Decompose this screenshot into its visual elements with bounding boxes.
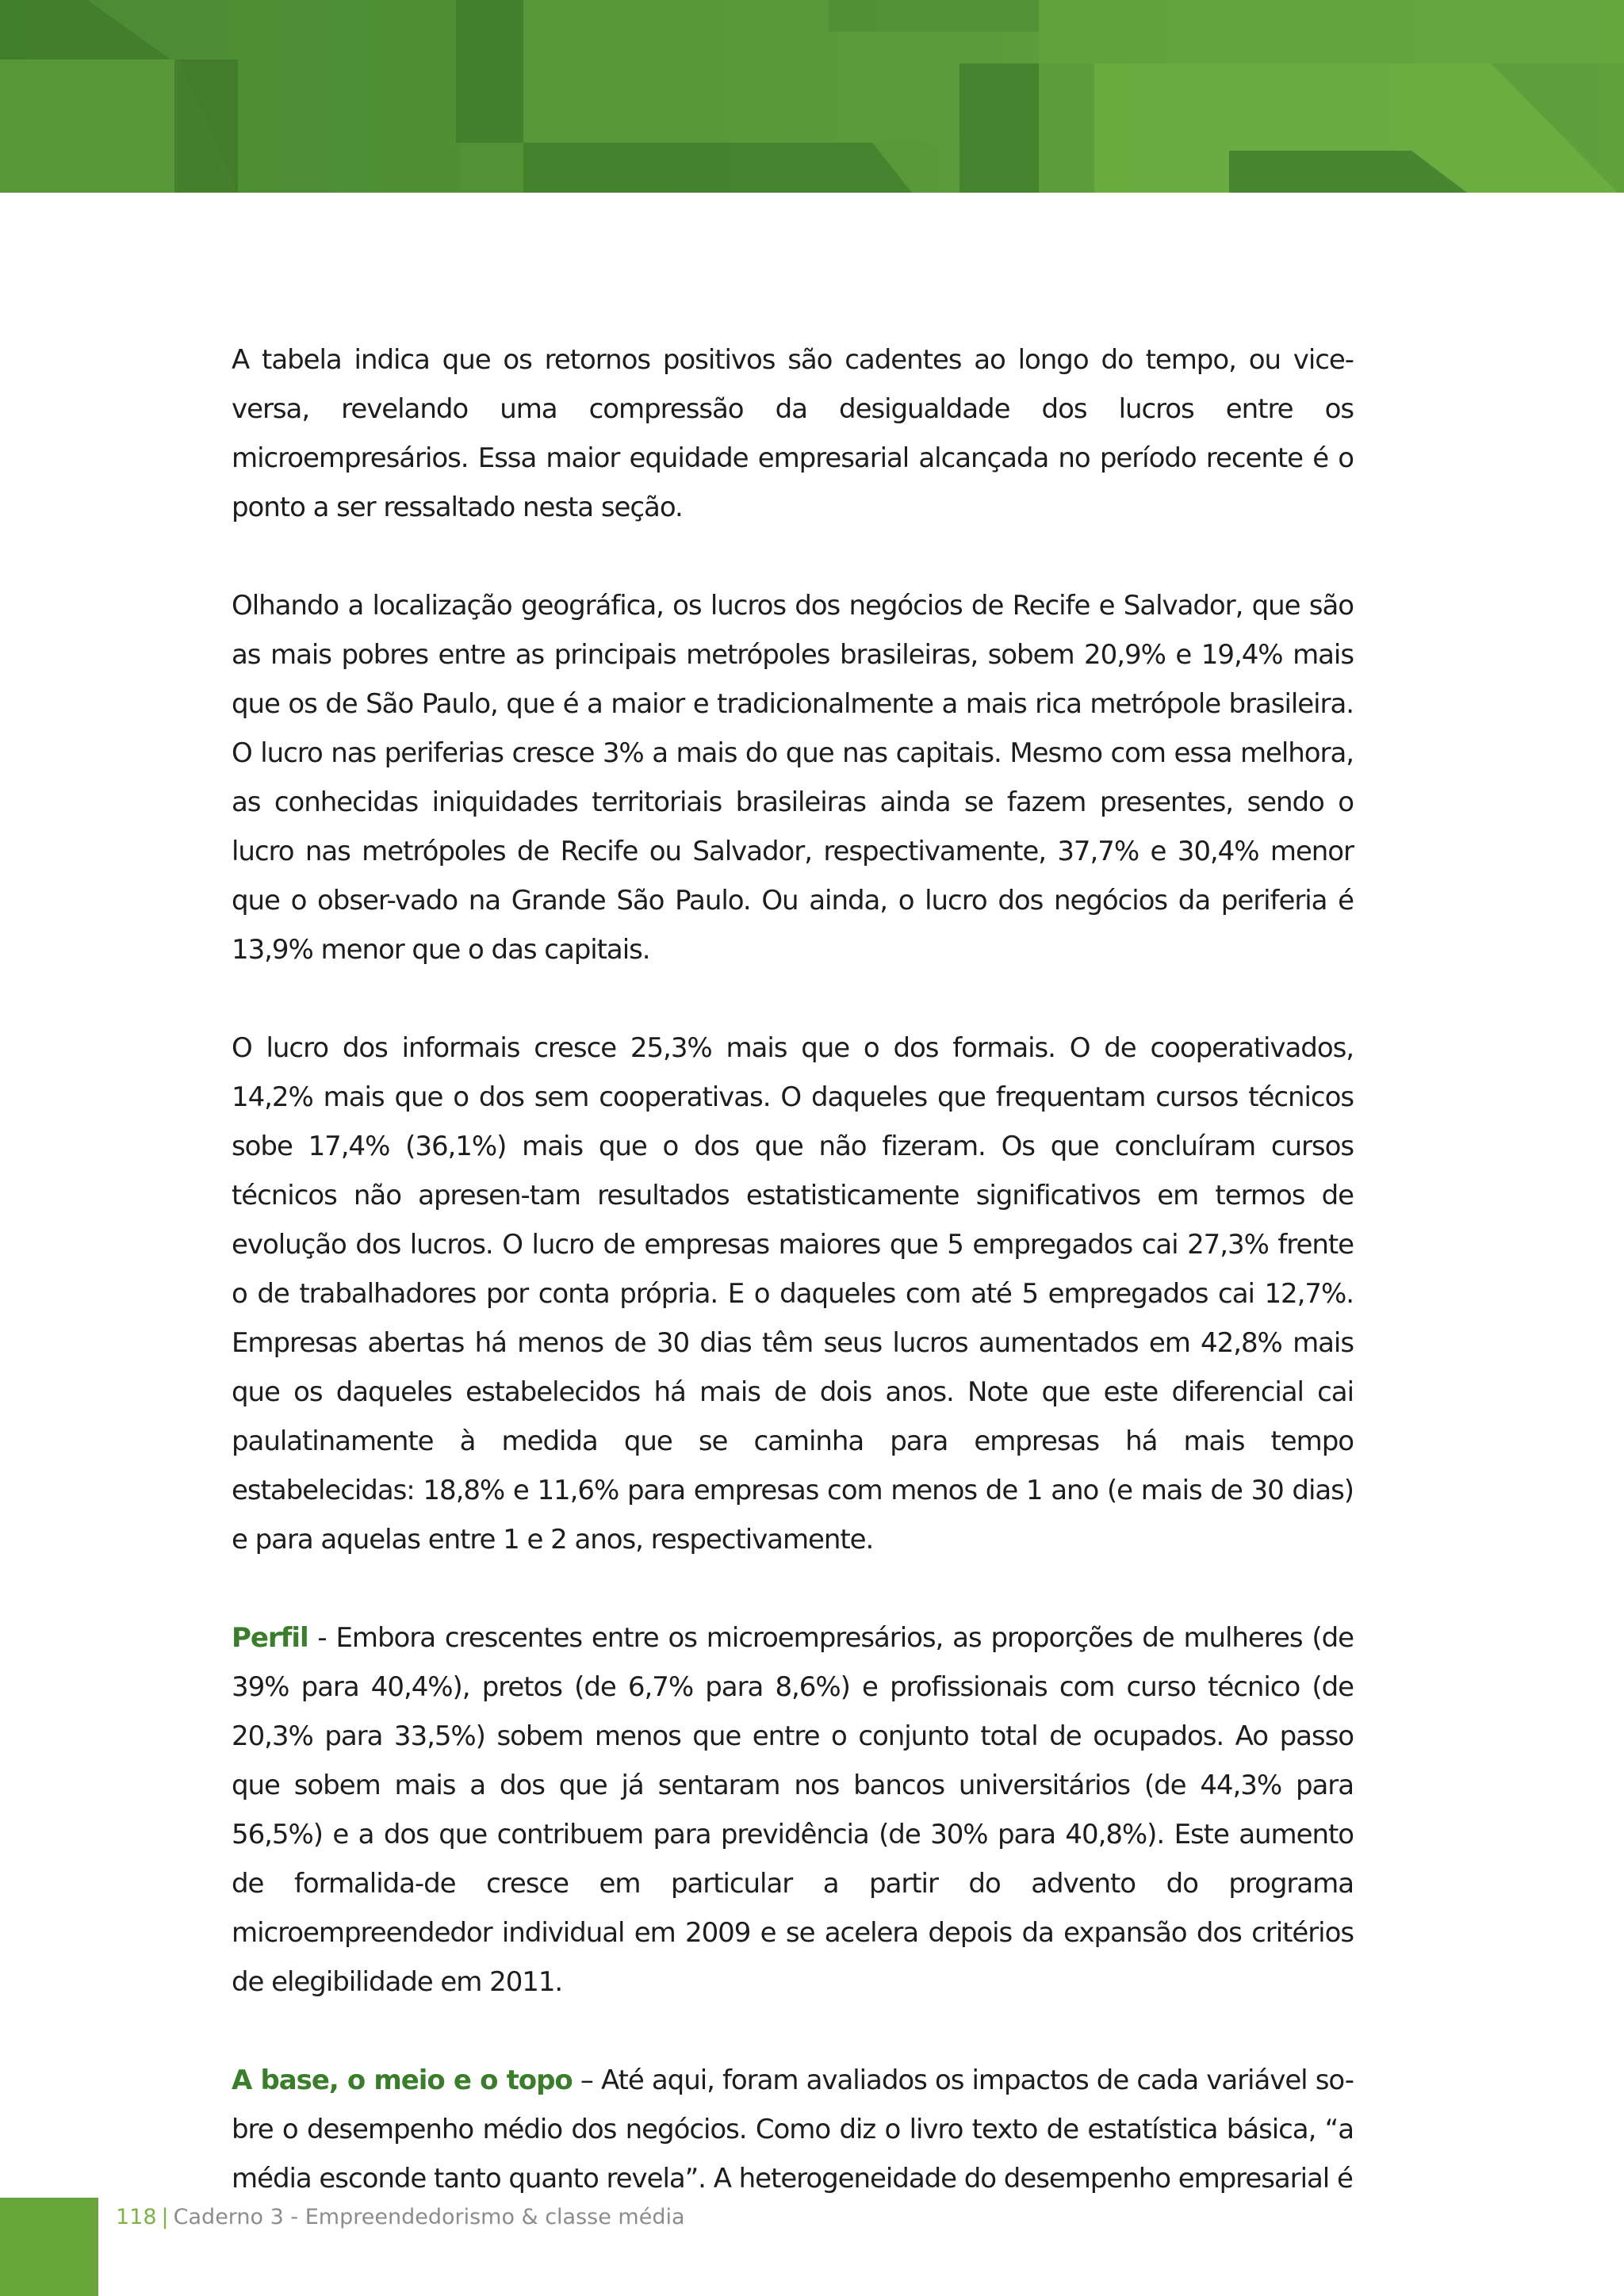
paragraph	[232, 1024, 1354, 1564]
footer	[116, 2202, 685, 2233]
paragraph	[232, 1613, 1354, 2007]
header-decorative-banner	[0, 0, 1624, 193]
paragraph	[232, 581, 1354, 974]
footer-separator: |	[161, 2205, 169, 2229]
paragraph-lead-base-meio-topo: A base, o meio e o topo	[232, 2064, 573, 2096]
paragraph	[232, 2056, 1354, 2203]
paragraph-lead-perfil: Perfil	[232, 1622, 308, 1654]
paragraph-text: O lucro dos informais cresce 25,3% mais que o dos formais. O de cooperativados, 14,2% mais que o dos sem cooperativas. O daqueles que frequentam cursos técnicos sobe 17,4% (36,1%) mais que o dos que não fizeram. Os que concluíram cursos técnicos não apresen-tam resultados estatisticamente significativos em termos de evolução dos lucros. O lucro de empresas maiores que 5 empregados cai 27,3% frente o de trabalhadores por conta própria. E o daqueles com até 5 empregados cai 12,7%. Empresas abertas há menos de 30 dias têm seus lucros aumentados em 42,8% mais que os daqueles estabelecidos há mais de dois anos. Note que este diferencial cai paulatinamente à medida que se caminha para empresas há mais tempo estabelecidas: 18,8% e 11,6% para empresas com menos de 1 ano (e mais de 30 dias) e para aquelas entre 1 e 2 anos, respectivamente.	[232, 1032, 1354, 1556]
body-text	[232, 335, 1354, 2203]
paragraph-text: - Embora crescentes entre os microempresários, as proporções de mulheres (de 39% para 40,4%), pretos (de 6,7% para 8,6%) e profissionais com curso técnico (de 20,3% para 33,5%) sobem menos que entre o conjunto total de ocupados. Ao passo que sobem mais a dos que já sentaram nos bancos universitários (de 44,3% para 56,5%) e a dos que contribuem para previdência (de 30% para 40,8%). Este aumento de formalida-de cresce em particular a partir do advento do programa microempreendedor individual em 2009 e se acelera depois da expansão dos critérios de elegibilidade em 2011.	[232, 1622, 1354, 1998]
paragraph-text: A tabela indica que os retornos positivos são cadentes ao longo do tempo, ou vice-versa, revelando uma compressão da desigualdade dos lucros entre os microempresários. Essa maior equidade empresarial alcançada no período recente é o ponto a ser ressaltado nesta seção.	[232, 344, 1354, 523]
footer-green-block	[0, 2198, 98, 2296]
footer-title: Caderno 3 - Empreendedorismo & classe média	[173, 2205, 685, 2229]
paragraph-text: – Até aqui, foram avaliados os impactos de cada variável so-bre o desempenho médio dos negócios. Como diz o livro texto de estatística básica, “a média esconde tanto quanto revela”. A heterogeneidade do desempenho empresarial é	[232, 2064, 1354, 2195]
paragraph	[232, 335, 1354, 532]
paragraph-text: Olhando a localização geográfica, os lucros dos negócios de Recife e Salvador, que são as mais pobres entre as principais metrópoles brasileiras, sobem 20,9% e 19,4% mais que os de São Paulo, que é a maior e tradicionalmente a mais rica metrópole brasileira. O lucro nas periferias cresce 3% a mais do que nas capitais. Mesmo com essa melhora, as conhecidas iniquidades territoriais brasileiras ainda se fazem presentes, sendo o lucro nas metrópoles de Recife ou Salvador, respectivamente, 37,7% e 30,4% menor que o obser-vado na Grande São Paulo. Ou ainda, o lucro dos negócios da periferia é 13,9% menor que o das capitais.	[232, 590, 1354, 966]
page-number: 118	[116, 2205, 157, 2229]
